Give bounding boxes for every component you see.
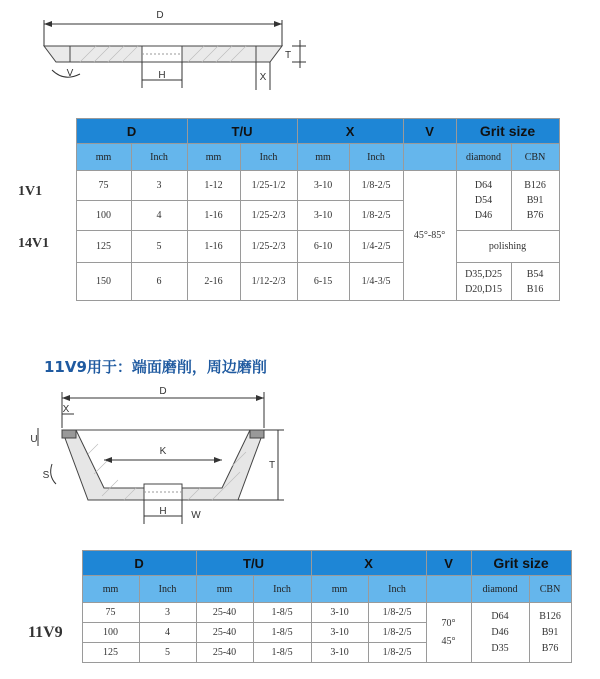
sub-mm: mm <box>311 576 368 603</box>
table-row <box>14 171 559 201</box>
cell: 4 <box>139 623 196 643</box>
grit-diamond <box>471 603 529 663</box>
sub-mm: mm <box>82 576 139 603</box>
sub-cbn: CBN <box>529 576 571 603</box>
cell: 1/25-1/2 <box>240 171 297 201</box>
cell: 1-16 <box>187 201 240 231</box>
sub-inch: Inch <box>240 144 297 171</box>
dim-x-label: X <box>259 72 267 83</box>
cell: 6-10 <box>297 231 349 263</box>
cell: 3-10 <box>311 623 368 643</box>
dim-k-label: K <box>159 446 167 457</box>
row-label-11v9: 11V9 <box>14 603 82 663</box>
dim-d-label: D <box>159 386 167 397</box>
grit-value: B91 <box>526 195 544 206</box>
grit-value: D46 <box>491 626 509 638</box>
header-tu: T/U <box>187 119 297 144</box>
cell: 5 <box>139 643 196 663</box>
dim-t-label: T <box>284 50 292 61</box>
cell: 100 <box>82 623 139 643</box>
header-d: D <box>82 551 196 576</box>
grit-value: B126 <box>539 610 561 622</box>
cell: 2-16 <box>187 263 240 301</box>
cell: 1/4-3/5 <box>349 263 403 301</box>
table-row <box>14 263 559 301</box>
v-values <box>426 603 471 663</box>
spec-table-11v9 <box>14 550 572 663</box>
sub-inch: Inch <box>131 144 187 171</box>
wheel-diagram-11v9 <box>28 384 296 532</box>
wheel-diagram-1v1 <box>30 0 320 108</box>
sub-inch: Inch <box>253 576 311 603</box>
grit-diamond-1 <box>456 171 511 231</box>
cell: 1/25-2/3 <box>240 201 297 231</box>
grit-value: B16 <box>526 283 544 295</box>
cell: 4 <box>131 201 187 231</box>
grit-value: D64 <box>491 610 509 622</box>
header-v: V <box>426 551 471 576</box>
grit-value: B76 <box>526 210 544 221</box>
cell: 25-40 <box>196 623 253 643</box>
cell: 150 <box>76 263 131 301</box>
grit-value: D46 <box>474 210 493 221</box>
header-x: X <box>311 551 426 576</box>
dim-u-label: U <box>30 434 38 445</box>
cell: 1/8-2/5 <box>368 643 426 663</box>
grit-value: D64 <box>474 180 493 191</box>
cell: 6-15 <box>297 263 349 301</box>
cell: 75 <box>82 603 139 623</box>
v-value: 70° <box>441 617 456 629</box>
row-label-cell <box>14 171 76 301</box>
cell: 3 <box>139 603 196 623</box>
grit-value: B54 <box>526 268 544 280</box>
dim-v-label: V <box>66 68 74 79</box>
row-label-1v1: 1V1 <box>18 183 43 199</box>
cell: 3-10 <box>297 171 349 201</box>
grit-cbn-2 <box>511 263 559 301</box>
grit-value: D54 <box>474 195 493 206</box>
cell: 25-40 <box>196 643 253 663</box>
cell: 6 <box>131 263 187 301</box>
grit-diamond-2 <box>456 263 511 301</box>
cell: 25-40 <box>196 603 253 623</box>
header-grit: Grit size <box>471 551 571 576</box>
cell: 1-12 <box>187 171 240 201</box>
sub-cbn: CBN <box>511 144 559 171</box>
grit-value: D35 <box>491 642 509 654</box>
header-v: V <box>403 119 456 144</box>
dim-s-label: S <box>42 470 50 481</box>
row-label-14v1: 14V1 <box>18 235 50 251</box>
header-tu: T/U <box>196 551 311 576</box>
cell: 3-10 <box>311 603 368 623</box>
sub-inch: Inch <box>349 144 403 171</box>
table-row <box>14 603 571 623</box>
sub-mm: mm <box>187 144 240 171</box>
sub-diamond: diamond <box>456 144 511 171</box>
cell: 1/8-2/5 <box>368 603 426 623</box>
v-value: 45° <box>441 635 456 647</box>
cell: 1-8/5 <box>253 623 311 643</box>
cell: 1/8-2/5 <box>349 171 403 201</box>
sub-mm: mm <box>76 144 131 171</box>
grit-cbn-1 <box>511 171 559 231</box>
spec-table-1v1-14v1 <box>14 118 560 301</box>
grit-value: B91 <box>541 626 559 638</box>
cell: 5 <box>131 231 187 263</box>
grit-value: D20,D15 <box>465 283 503 295</box>
cell: 1-8/5 <box>253 643 311 663</box>
cell: 1/8-2/5 <box>349 201 403 231</box>
cell: 1/12-2/3 <box>240 263 297 301</box>
dim-x-label: X <box>62 404 70 415</box>
cell: 125 <box>76 231 131 263</box>
dim-d-label: D <box>156 10 164 21</box>
dim-t-label: T <box>268 460 276 471</box>
header-x: X <box>297 119 403 144</box>
cell: 1/8-2/5 <box>368 623 426 643</box>
grit-value: D35,D25 <box>465 268 503 280</box>
cell: 100 <box>76 201 131 231</box>
sub-mm: mm <box>196 576 253 603</box>
cell: 3-10 <box>297 201 349 231</box>
dim-h-label: H <box>158 70 166 81</box>
cell: 1-8/5 <box>253 603 311 623</box>
sub-diamond: diamond <box>471 576 529 603</box>
dim-w-label: W <box>191 510 201 521</box>
cell: 3 <box>131 171 187 201</box>
polishing-label: polishing <box>456 231 559 263</box>
sub-inch: Inch <box>368 576 426 603</box>
sub-mm: mm <box>297 144 349 171</box>
cell: 1-16 <box>187 231 240 263</box>
cell: 1/4-2/5 <box>349 231 403 263</box>
grit-cbn <box>529 603 571 663</box>
cell: 125 <box>82 643 139 663</box>
cell: 3-10 <box>311 643 368 663</box>
header-d: D <box>76 119 187 144</box>
cell: 1/25-2/3 <box>240 231 297 263</box>
grit-value: B126 <box>524 180 546 191</box>
sub-inch: Inch <box>139 576 196 603</box>
header-grit: Grit size <box>456 119 559 144</box>
v-value: 45°-85° <box>403 171 456 301</box>
table-row <box>14 231 559 263</box>
dim-h-label: H <box>159 506 167 517</box>
cell: 75 <box>76 171 131 201</box>
grit-value: B76 <box>541 642 559 654</box>
section-title: 11V9用于：端面磨削，周边磨削 <box>44 358 267 376</box>
